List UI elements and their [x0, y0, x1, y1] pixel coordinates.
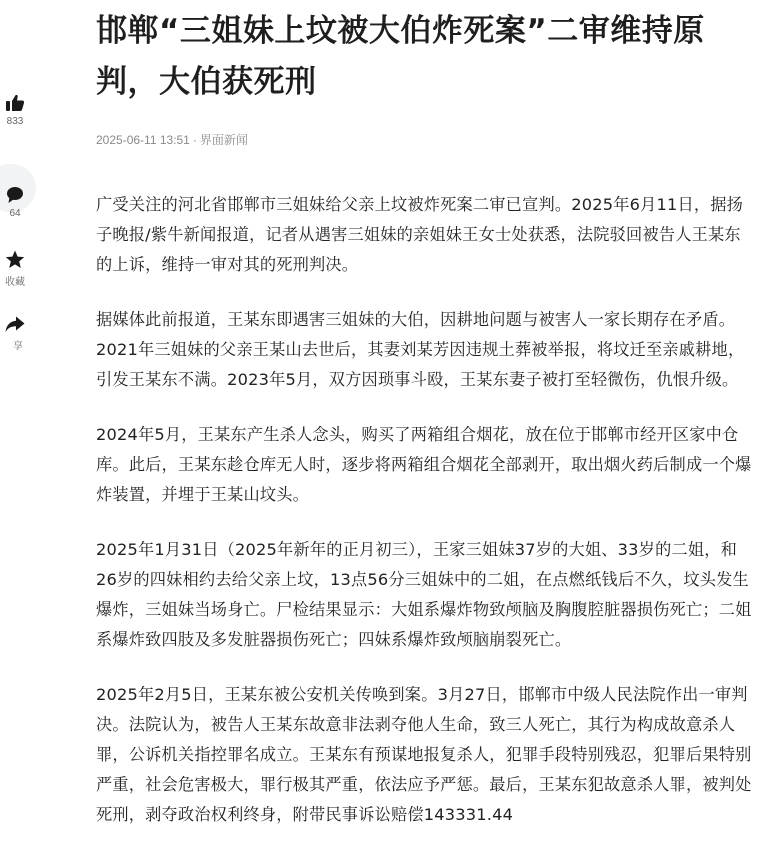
thumbs-up-icon [5, 94, 25, 112]
comment-button[interactable] [0, 186, 30, 219]
like-count: 833 [6, 116, 24, 127]
comment-count: 64 [9, 208, 21, 219]
share-button[interactable] [0, 316, 30, 352]
article [96, 0, 756, 855]
paragraph: 2024年5月，王某东产生杀人念头，购买了两箱组合烟花，放在位于邯郸市经开区家中仓库。此后，王某东趁仓库无人时，逐步将两箱组合烟花全部剥开，取出烟火药后制成一个爆炸装置，并埋于王某山坟头。 [96, 425, 752, 504]
share-icon [5, 316, 25, 333]
paragraph: 据媒体此前报道，王某东即遇害三姐妹的大伯，因耕地问题与被害人一家长期存在矛盾。2021年三姐妹的父亲王某山去世后，其妻刘某芳因违规土葬被举报，将坟迁至亲戚耕地，引发王某东不满。2023年5月，双方因琐事斗殴，王某东妻子被打至轻微伤，仇恨升级。 [96, 310, 745, 389]
favorite-label: 收藏 [5, 277, 25, 288]
star-icon [5, 250, 25, 269]
comment-icon [6, 186, 24, 204]
publish-date: 2025-06-11 13:51 [96, 133, 190, 147]
paragraph: 广受关注的河北省邯郸市三姐妹给父亲上坟被炸死案二审已宣判。2025年6月11日，据扬子晚报/紫牛新闻报道，记者从遇害三姐妹的亲姐妹王女士处获悉，法院驳回被告人王某东的上诉，维持一审对其的死刑判决。 [96, 195, 744, 274]
share-label: 享 [13, 341, 23, 352]
article-meta [96, 131, 756, 148]
article-body [96, 190, 756, 830]
meta-separator: · [192, 133, 197, 147]
like-button[interactable] [0, 94, 30, 127]
favorite-button[interactable] [0, 250, 30, 288]
source-name[interactable]: 界面新闻 [199, 133, 248, 147]
article-title: 邯郸“三姐妹上坟被大伯炸死案”二审维持原判，大伯获死刑 [96, 13, 705, 100]
paragraph: 2025年1月31日（2025年新年的正月初三），王家三姐妹37岁的大姐、33岁的二姐，和26岁的四妹相约去给父亲上坟，13点56分三姐妹中的二姐，在点燃纸钱后不久，坟头发生爆炸，三姐妹当场身亡。尸检结果显示：大姐系爆炸物致颅脑及胸腹腔脏器损伤死亡；二姐系爆炸致四肢及多发脏器损伤死亡；四妹系爆炸致颅脑崩裂死亡。 [96, 540, 752, 649]
paragraph: 2025年2月5日，王某东被公安机关传唤到案。3月27日，邯郸市中级人民法院作出一审判决。法院认为，被告人王某东故意非法剥夺他人生命，致三人死亡，其行为构成故意杀人罪，公诉机关指控罪名成立。王某东有预谋地报复杀人，犯罪手段特别残忍，犯罪后果特别严重，社会危害极大，罪行极其严重，依法应予严惩。最后，王某东犯故意杀人罪，被判处死刑，剥夺政治权利终身，附带民事诉讼赔偿143331.44 [96, 685, 752, 824]
